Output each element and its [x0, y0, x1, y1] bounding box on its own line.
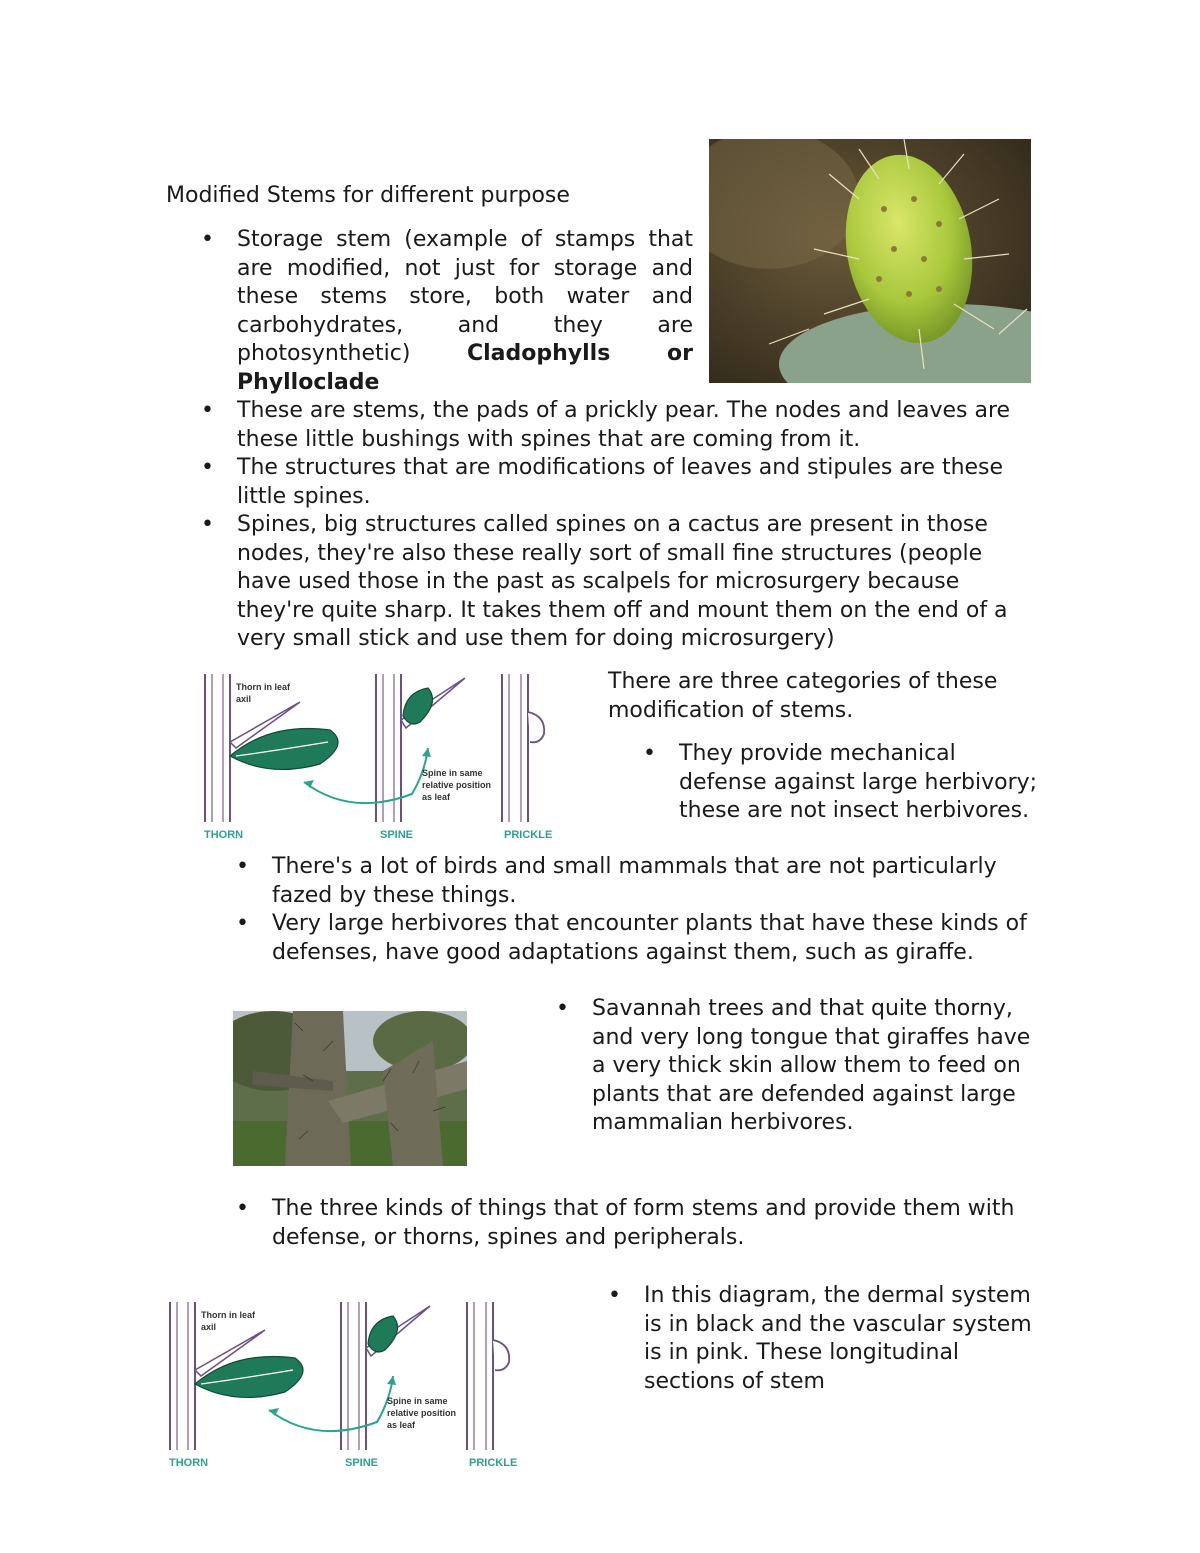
thorn-note-line-1: Thorn in leaf	[201, 1310, 255, 1320]
storage-line-2: are modified, not just for storage and	[237, 255, 693, 281]
list-item: • There's a lot of birds and small mammals that are not particularly fazed by these things.	[272, 853, 1042, 910]
spine-note-line-2: relative position	[422, 780, 492, 790]
page-title: Modified Stems for different purpose	[166, 183, 570, 208]
list-item: • The structures that are modifications of leaves and stipules are these little spines.	[237, 454, 1037, 511]
spine-label: SPINE	[380, 829, 414, 841]
prickle-label: PRICKLE	[469, 1457, 518, 1469]
spine-note-line-1: Spine in same	[387, 1396, 448, 1406]
list-item: • In this diagram, the dermal system is in black and the vascular system is in pink. These longitudinal sections of stem	[644, 1282, 1034, 1396]
cactus-photo	[709, 139, 1031, 383]
storage-line-5	[237, 340, 693, 369]
spine-label: SPINE	[345, 1457, 379, 1469]
list-item: • The three kinds of things that of form stems and provide them with defense, or thorns, spines and peripherals.	[272, 1195, 1042, 1252]
defense-bullets	[272, 853, 1042, 967]
storage-line-5-bold	[467, 340, 693, 369]
spine-note-line-1: Spine in same	[422, 768, 483, 778]
phylloclade-term: Phylloclade	[237, 369, 380, 395]
list-item: • Spines, big structures called spines on a cactus are present in those nodes, they're also these really sort of small fine structures (people have used those in the past as scalpels for microsurgery because they're quite sharp. It takes them off and mount them on the end of a very small stick and use them for doing microsurgery)	[237, 511, 1037, 654]
thorn-note-line-2: axil	[201, 1322, 217, 1332]
three-kinds-list	[272, 1195, 1042, 1252]
list-item: • Savannah trees and that quite thorny, and very long tongue that giraffes have a very thick skin allow them to feed on plants that are defended against large mammalian herbivores.	[592, 995, 1042, 1138]
thorny-tree-photo	[233, 1011, 467, 1166]
list-item: • These are stems, the pads of a prickly pear. The nodes and leaves are these little bushings with spines that are coming from it.	[237, 397, 1037, 454]
spine-note-line-2: relative position	[387, 1408, 457, 1418]
thorn-label: THORN	[204, 829, 244, 841]
main-bullets	[237, 397, 1037, 654]
savannah-list	[592, 995, 1042, 1138]
prickle-label: PRICKLE	[504, 829, 553, 841]
thorn-spine-prickle-diagram-2	[165, 1300, 525, 1472]
storage-line-5-plain: photosynthetic)	[237, 341, 411, 366]
spine-note-line-3: as leaf	[422, 792, 451, 802]
cladophylls-term: Cladophylls or	[467, 341, 693, 366]
categories-list	[679, 740, 1039, 826]
spine-note-line-3: as leaf	[387, 1420, 416, 1430]
list-item: • They provide mechanical defense against large herbivory; these are not insect herbivores.	[679, 740, 1039, 826]
list-item: • Very large herbivores that encounter plants that have these kinds of defenses, have good adaptations against them, such as giraffe.	[272, 910, 1042, 967]
storage-line-1: • Storage stem (example of stamps that	[237, 227, 693, 252]
categories-intro: There are three categories of these modification of stems.	[608, 669, 998, 723]
storage-line-4: carbohydrates, and they are	[237, 312, 693, 338]
diagram-list	[644, 1282, 1034, 1396]
thorn-spine-prickle-diagram	[200, 672, 560, 844]
thorn-label: THORN	[169, 1457, 209, 1469]
storage-list	[237, 226, 693, 397]
storage-line-3: these stems store, both water and	[237, 284, 693, 309]
list-item	[237, 226, 693, 397]
thorn-note-line-1: Thorn in leaf	[236, 682, 290, 692]
thorn-note-line-2: axil	[236, 694, 252, 704]
